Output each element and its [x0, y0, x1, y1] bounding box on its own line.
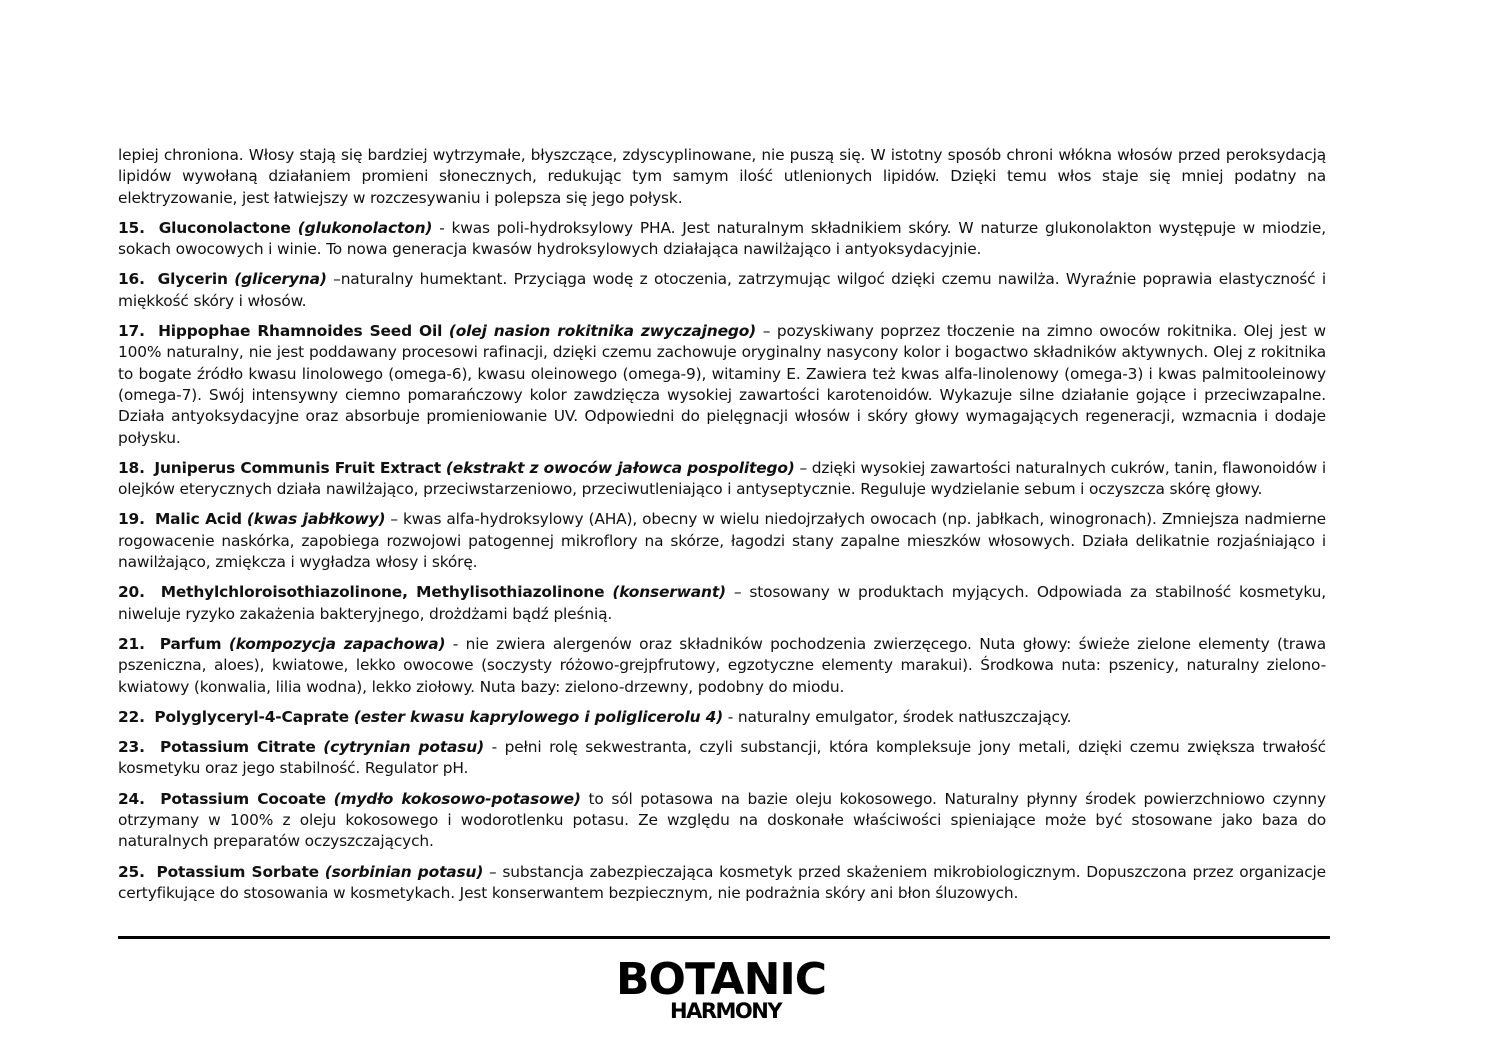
ingredient-polish-name: (kompozycja zapachowa) [228, 634, 446, 653]
ingredient-entry [118, 582, 1326, 625]
ingredient-entry [118, 269, 1326, 312]
ingredients-document [118, 145, 1326, 913]
ingredient-polish-name: (sorbinian potasu) [324, 862, 484, 881]
ingredient-name: Potassium Cocoate [160, 789, 326, 808]
ingredient-polish-name: (konserwant) [612, 583, 726, 602]
ingredient-name: Methylchloroisothiazolinone, Methylisothiazolinone [160, 583, 605, 602]
ingredient-entry [118, 634, 1326, 698]
ingredient-description: –naturalny humektant. Przyciąga wodę z otoczenia, zatrzymując wilgoć dzięki czemu nawilża. Wyraźnie poprawia elastyczność i miękkość skóry i włosów. [118, 270, 1326, 310]
ingredient-entry [118, 789, 1326, 853]
ingredient-entry [118, 509, 1326, 573]
ingredient-number: 18. [118, 458, 145, 477]
ingredient-number: 22. [118, 707, 145, 726]
ingredient-polish-name: (cytrynian potasu) [323, 738, 484, 757]
ingredient-description: - nie zwiera alergenów oraz składników pochodzenia zwierzęcego. Nuta głowy: świeże zielone elementy (trawa pszeniczna, aloes), kwiatowe, lekko owocowe (soczysty różowo-grejpfrutowy, egzotyczne elementy marakui). Środkowa nuta: pszenicy, naturalny zielono-kwiatowy (konwalia, lilia wodna), lekko ziołowy. Nuta bazy: zielono-drzewny, podobny do miodu. [118, 634, 1326, 696]
ingredient-name: Glycerin [157, 270, 228, 289]
ingredient-number: 24. [118, 789, 145, 808]
ingredient-number: 21. [118, 634, 145, 653]
ingredient-polish-name: (glukonolacton) [297, 218, 433, 237]
ingredient-polish-name: (ekstrakt z owoców jałowca pospolitego) [445, 458, 795, 477]
ingredient-description: - kwas poli-hydroksylowy PHA. Jest naturalnym składnikiem skóry. W naturze glukonolakton występuje w miodzie, sokach owocowych i winie. To nowa generacja kwasów hydroksylowych działająca nawilżająco i antyoksydacyjnie. [118, 218, 1326, 259]
ingredient-name: Juniperus Communis Fruit Extract [154, 458, 442, 477]
ingredient-entry [118, 862, 1326, 905]
ingredient-number: 17. [118, 322, 145, 341]
ingredient-name: Malic Acid [154, 510, 242, 529]
ingredient-entry [118, 321, 1326, 449]
ingredient-polish-name: (ester kwasu kaprylowego i poliglicerolu 4) [353, 707, 724, 726]
ingredient-name: Potassium Sorbate [156, 862, 319, 881]
ingredient-description: to sól potasowa na bazie oleju kokosowego. Naturalny płynny środek powierzchniowo czynny otrzymany w 100% z oleju kokosowego i wodorotlenku potasu. Ze względu na doskonałe właściwości spieniające może być stosowane jako baza do naturalnych preparatów oczyszczających. [118, 789, 1326, 851]
ingredient-number: 16. [118, 270, 145, 289]
logo-word-harmony: HARMONY [670, 999, 782, 1023]
botanic-harmony-logo [612, 952, 842, 1032]
intro-paragraph: lepiej chroniona. Włosy stają się bardziej wytrzymałe, błyszczące, zdyscyplinowane, nie puszą się. W istotny sposób chroni włókna włosów przed peroksydacją lipidów wywołaną działaniem promieni słonecznych, redukując tym samym ilość utlenionych lipidów. Dzięki temu włos staje się mniej podatny na elektryzowanie, jest łatwiejszy w rozczesywaniu i polepsza się jego połysk. [118, 146, 1326, 207]
ingredient-polish-name: (mydło kokosowo-potasowe) [333, 789, 581, 808]
ingredient-number: 25. [118, 862, 145, 881]
footer-divider [118, 936, 1330, 939]
logo-word-botanic: BOTANIC [616, 954, 827, 1005]
ingredient-entry [118, 707, 1326, 728]
ingredient-entry [118, 218, 1326, 261]
ingredient-name: Hippophae Rhamnoides Seed Oil [158, 322, 443, 341]
ingredient-number: 23. [118, 738, 145, 757]
ingredient-entry [118, 737, 1326, 780]
ingredient-description: - pełni rolę sekwestranta, czyli substancji, która kompleksuje jony metali, dzięki czemu zwiększa trwałość kosmetyku oraz jego stabilność. Regulator pH. [118, 738, 1326, 778]
ingredient-description: – pozyskiwany poprzez tłoczenie na zimno owoców rokitnika. Olej jest w 100% naturalny, nie jest poddawany procesowi rafinacji, dzięki czemu zachowuje oryginalny nasycony kolor i bogactwo składników aktywnych. Olej z rokitnika to bogate źródło kwasu linolowego (omega-6), kwasu oleinowego (omega-9), witaminy E. Zawiera też kwas alfa-linolenowy (omega-3) i kwas palmitooleinowy (omega-7). Swój intensywny ciemno pomarańczowy kolor zawdzięcza wysokiej zawartości karotenoidów. Wykazuje silne działanie gojące i przeciwzapalne. Działa antyoksydacyjne oraz absorbuje promieniowanie UV. Odpowiedni do pielęgnacji włosów i skóry głowy wymagających regeneracji, wzmacnia i dodaje połysku. [118, 322, 1326, 447]
ingredient-name: Gluconolactone [158, 218, 291, 237]
ingredient-name: Parfum [159, 634, 222, 653]
ingredient-description: – substancja zabezpieczająca kosmetyk przed skażeniem mikrobiologicznym. Dopuszczona przez organizacje certyfikujące do stosowania w kosmetykach. Jest konserwantem bezpiecznym, nie podrażnia skóry ani błon śluzowych. [118, 862, 1326, 902]
ingredient-polish-name: (gliceryna) [234, 270, 327, 289]
ingredient-entry [118, 458, 1326, 501]
ingredient-polish-name: (kwas jabłkowy) [246, 510, 386, 529]
ingredient-description: – dzięki wysokiej zawartości naturalnych cukrów, tanin, flawonoidów i olejków eterycznych działa nawilżająco, przeciwstarzeniowo, przeciwutleniająco i antyseptycznie. Reguluje wydzielanie sebum i oczyszcza skórę głowy. [118, 458, 1326, 499]
ingredient-number: 15. [118, 218, 145, 237]
ingredient-number: 19. [118, 510, 145, 529]
ingredient-description: – stosowany w produktach myjących. Odpowiada za stabilność kosmetyku, niweluje ryzyko zakażenia bakteryjnego, drożdżami bądź pleśnią. [118, 583, 1326, 623]
ingredient-polish-name: (olej nasion rokitnika zwyczajnego) [448, 322, 757, 341]
ingredient-number: 20. [118, 583, 145, 602]
ingredient-name: Potassium Citrate [160, 738, 316, 757]
ingredient-description: - naturalny emulgator, środek natłuszczający. [723, 707, 1072, 726]
ingredient-description: – kwas alfa-hydroksylowy (AHA), obecny w wielu niedojrzałych owocach (np. jabłkach, winogronach). Zmniejsza nadmierne rogowacenie naskórka, zapobiega rozwojowi patogennej mikroflory na skórze, łagodzi stany zapalne mieszków włosowych. Działa delikatnie rozjaśniająco i nawilżająco, zmiękcza i wygładza włosy i skórę. [118, 510, 1326, 572]
ingredient-name: Polyglyceryl-4-Caprate [154, 707, 349, 726]
